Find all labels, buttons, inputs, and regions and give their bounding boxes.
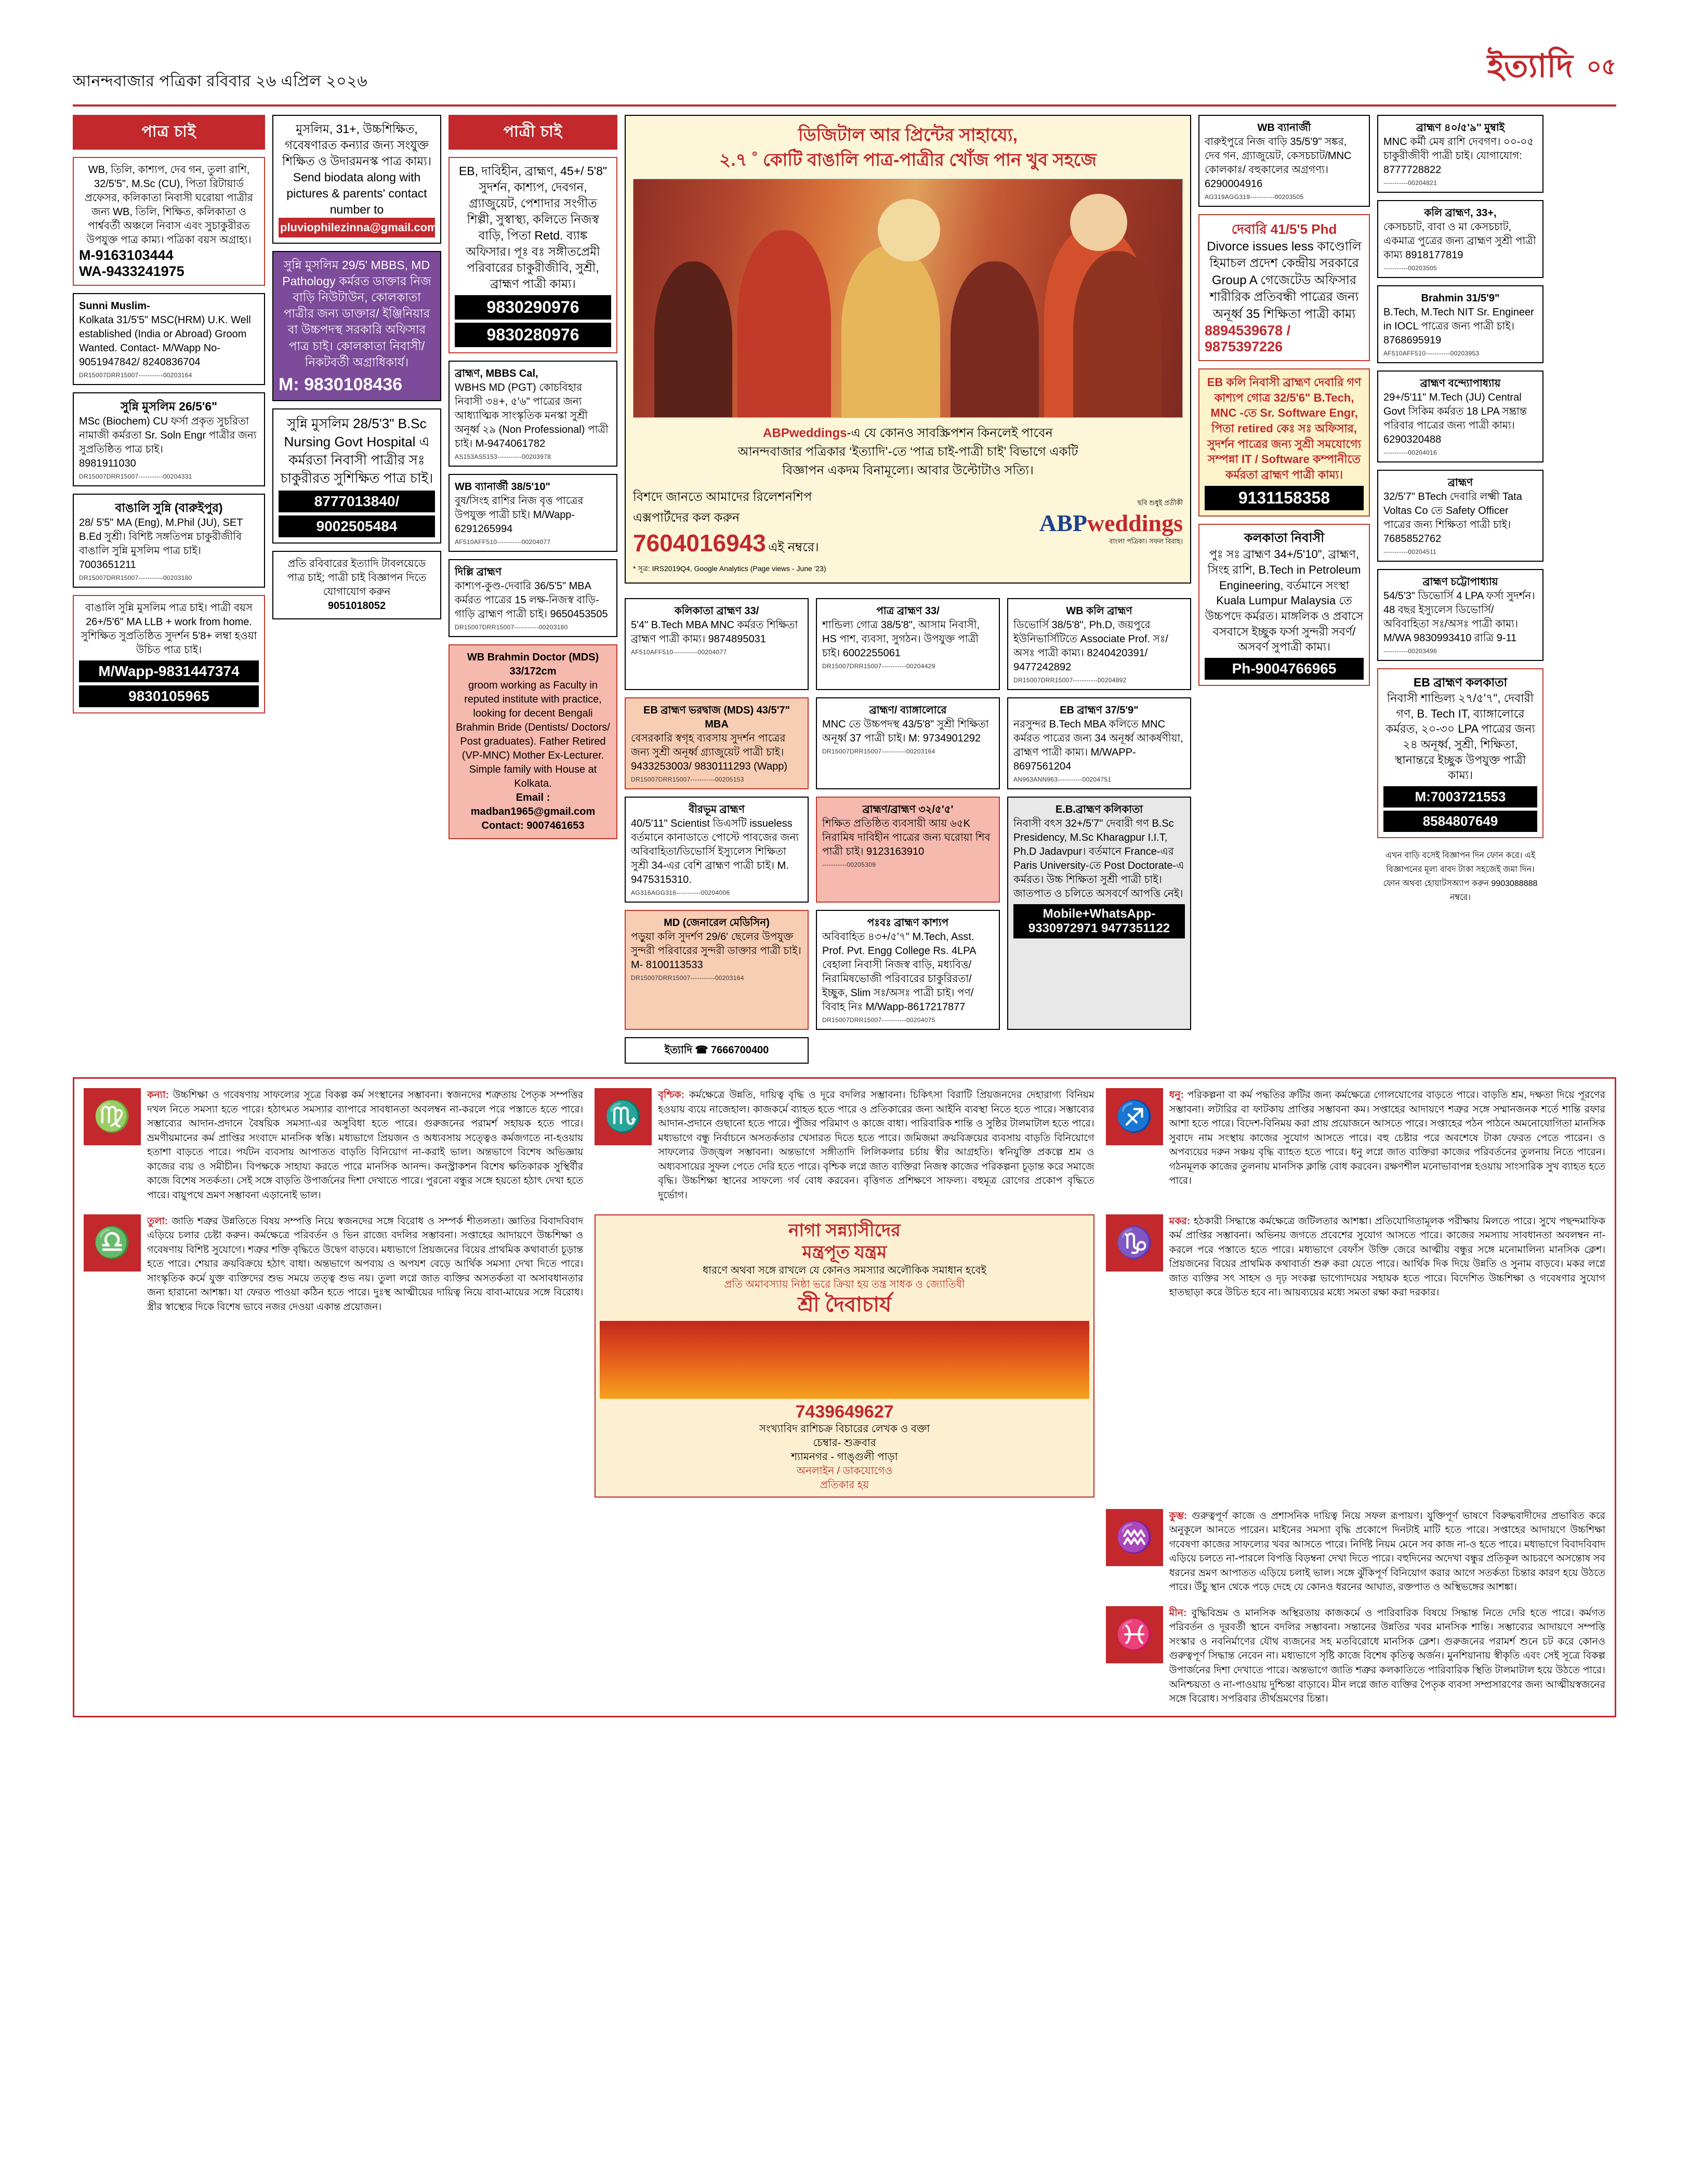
- classified-ad: [625, 910, 809, 1030]
- ad-reference-code: DR15007DRR15007-----------00203180: [79, 574, 192, 582]
- ad-reference-code: DR15007DRR15007-----------00203164: [631, 974, 744, 982]
- abp-body-line3: বিজ্ঞাপন একদম বিনামূল্যে। আবার উল্টোটাও সত্যি।: [782, 464, 1034, 478]
- astro-line5: প্রতিকার হয়: [820, 1479, 869, 1491]
- classified-ad: [272, 408, 441, 544]
- horoscope-sign-label: ধনু:: [1169, 1090, 1184, 1101]
- abp-cta-line1: বিশদে জানতে আমাদের রিলেশনশিপ: [633, 490, 812, 505]
- ad-phone: Contact: 9007461653: [481, 820, 585, 832]
- abp-body-line2: আনন্দবাজার পত্রিকার ‘ইত্যাদি’-তে ‘পাত্র চাই-পাত্রী চাই’ বিভাগে একটি: [737, 445, 1078, 459]
- ad-text: 54/5'3" ডিভোর্সি 4 LPA ফর্সা সুদর্শন। 48 বছর ইস্যুলেস ডিভোর্সি/ অবিবাহিতা সঃ/অসঃ পাত্রী কাম্য। M/WA 9830993410 রাত্রি 9-11: [1383, 590, 1535, 644]
- ad-phone-alt: 9830105965: [79, 685, 259, 707]
- classified-ad: [1377, 569, 1543, 661]
- ad-text: কাশ্যপ-কুণ্ড-দেবারি 36/5'5" MBA কর্মরত পাত্রের 15 লক্ষ-নিজস্ব বাড়ি-গাড়ি ব্রাহ্মণ পাত্রী চাই। 9650453505: [455, 580, 608, 620]
- masthead: [31, 0, 1658, 104]
- ad-phone: Mobile+WhatsApp-9330972971 9477351122: [1013, 904, 1185, 938]
- horoscope-body: [658, 1088, 1094, 1202]
- classified-ad: [1198, 115, 1370, 207]
- column-3: [448, 115, 617, 839]
- classified-ad: [1198, 524, 1370, 686]
- horoscope-dhanu: [1106, 1088, 1605, 1202]
- sub-ads-grid: [625, 598, 1191, 1064]
- classified-ad: [73, 157, 265, 286]
- ad-phone: M:7003721553: [1383, 786, 1537, 808]
- abp-logo-sub: weddings: [1087, 510, 1183, 537]
- astro-line4: অনলাইন / ডাকযোগেও: [796, 1465, 893, 1477]
- ad-title: ব্রাহ্মণ ৪০/৫'৯'' মুম্বাই: [1416, 122, 1505, 134]
- classified-ad: [448, 474, 617, 552]
- horoscope-sign-label: মকর:: [1169, 1215, 1191, 1227]
- classified-ad: [448, 559, 617, 637]
- ad-text: বুষ/সিংহ রাশির নিজ বৃত্ত পাত্রের উপযুক্ত পাত্রী চাই। M/Wapp- 6291265994: [455, 495, 584, 535]
- horoscope-body: [1169, 1606, 1605, 1706]
- ad-text: নিবাসী বৎস 32+/5'7" দেবারী গণ B.Sc Presidency, M.Sc Kharagpur I.I.T, Ph.D Jadavpur। বর্তমানে France-এর Paris University-তে Post Doctorate-এ কর্মরত। উচ্চ শিক্ষিতা সুশ্রী পাত্রী চাই। জাতপাত ও চলিতে অসবর্ণে আপত্তি নেই।: [1013, 818, 1184, 900]
- ad-text: শান্ডিল্য গোত্র 38/5'8", আসাম নিবাসী, HS পাশ, ব্যবসা, সুগঠন। উপযুক্ত পাত্রী চাই। 6002255061: [822, 619, 980, 659]
- horoscope-text: বুদ্ধিবিভ্রম ও মানসিক অস্থিরতায় কাজকর্মে ও পারিবারিক বিষয়ে সিদ্ধান্ত নিতে দেরি হতে পারে। কর্মগত পরিবর্তন ও দূরবর্তী স্থানে বদলির সম্ভাবনা। সন্তানের উন্নতির খবর মানসিক শান্তি। সম্ভাব্যের আদায়ণে সম্পত্তি সংস্কার ও নবনির্মাণের যৌথ ব্যজনের সহ মতবিরোধে মানসিক ক্লেশ। গুরুজনের পরামর্শ শুনে চট করে কোনও গুরুত্বপূর্ণ সিদ্ধান্ত নেবেন না। মধ্যভাগে সৃষ্টি কাজে বিশেষ কৃতিত্ব অর্জন। মুনশিয়ানায় স্বীকৃতি এবং সেই সূত্রে বিকল্প উপার্জনের দিশা দেখাতে পারে। অন্তভাগে জাতি শত্রুর কলকাতিতে পারিবারিক স্থিতি টালমাটাল হয়ে উঠতে পারে। অনিশ্চয়তা ও না-পাওয়ায় দুশ্চিন্তা বাড়াবে। মীন লগ্নে জাত ব্যক্তির পৈতৃক ব্যবসা সম্প্রসারণের জন্য আত্মীয়স্বজনের সঙ্গে বিরোধ। সপরিবার তীর্থভ্রমণের চিন্তা।: [1169, 1607, 1605, 1705]
- ad-phone-alt: WA-9433241975: [79, 263, 184, 279]
- classified-ad: [1007, 598, 1191, 690]
- ad-title: WB ব্যানার্জী: [1257, 122, 1311, 134]
- ad-title: বীরভূম ব্রাহ্মণ: [689, 804, 745, 816]
- classified-ad: [1377, 115, 1543, 193]
- horoscope-text: জাতি শত্রুর উন্নতিতে বিষয় সম্পত্তি নিয়ে স্বজনদের সঙ্গে বিরোধ ও সম্পর্ক শীতলতা। জ্ঞাতির বিবাদবিবাদ এড়িয়ে চলার চেষ্টা করুন। কর্মক্ষেত্রে পরিবর্তন ও ভিন রাজ্যে বদলির সম্ভাবনা। সপ্তাহের আদায়ণে উচ্চশিক্ষা ও গবেষণায় বিশিষ্ট সুযোগে। শত্রুর শক্তি বৃদ্ধিতে উদ্বেগ বাড়বে। মধ্যভাগে প্রিয়জনের বিয়ের প্রাথমিক কথাবার্তা চূড়ান্ত হতে পারে। শেয়ার ক্রয়বিক্রয়ে হঠাৎ বাধা। অন্তভাগে অপব্যয় ও অপযশ বেড়ে আর্থিক সমস্যা দেখা দিতে পারে। সাংস্কৃতিক কর্মে যুক্ত ব্যক্তিদের শুভ সময়ে তত্ত্ব শুভ নয়। তুলা লগ্নে জাত ব্যক্তির অসতর্কতা বা অসাবধানতার জন্য হারানো আশঙ্কা। যা ফেরত পাওয়া কঠিন হতে পারে। দুঃস্থ আত্মীয়ের দায়িত্ব নিয়ে বাবা-মায়ের সঙ্গে বিরোধ। স্ত্রীর স্বাস্থ্যের দিকে বিশেষ ভাবে নজর দেওয়া একান্ত প্রয়োজন।: [147, 1215, 584, 1313]
- scorpio-icon: ♏: [595, 1088, 652, 1145]
- ad-reference-code: DR15007DRR15007-----------00203164: [822, 748, 935, 756]
- horoscope-body: [1169, 1214, 1605, 1498]
- ad-text: MSc (Biochem) CU ফর্সা প্রকৃত সুচরিতা নামাজী কর্মরতা Sr. Soln Engr পাত্রীর জন্য সুপ্রতিষ্ঠিত পাত্র চাই।: [79, 416, 257, 456]
- ad-text: 32/5'7" BTech দেবারি লক্ষ্মী Tata Voltas Co তে Safety Officer পাত্রের জন্য শিক্ষিতা পাত্রী চাই। 7685852762: [1383, 491, 1522, 545]
- ad-reference-code: DR15007DRR15007-----------00204075: [822, 1016, 935, 1024]
- horoscope-sign-label: বৃশ্চিক:: [658, 1090, 685, 1101]
- column-5: [1198, 115, 1370, 686]
- ad-title: WB Brahmin Doctor (MDS) 33/172cm: [467, 652, 599, 678]
- classified-ad: [625, 598, 809, 690]
- ad-title: বাঙালি সুন্নি (বারুইপুর): [115, 501, 223, 515]
- ad-reference-code: DR15007DRR15007-----------00204331: [79, 473, 192, 481]
- horoscope-makar: [1106, 1214, 1605, 1498]
- ad-title: কলিকাতা ব্রাহ্মণ 33/: [674, 605, 759, 617]
- astrologer-advertisement[interactable]: [595, 1214, 1094, 1498]
- sagittarius-icon: ♐: [1106, 1088, 1163, 1145]
- abp-body-line1: -এ যে কোনও সাবস্ক্রিপশন কিনলেই পাবেন: [847, 426, 1053, 441]
- classified-ad: [1007, 697, 1191, 789]
- ad-text: groom working as Faculty in reputed institute with practice, looking for decent Bengali Brahmin Bride (Dentists/ Doctors/ Post graduates). Father Retired (VP-MNC) Mother Ex-Lecturer. Simple family with House at Kolkata.: [456, 680, 610, 790]
- ad-reference-code: AF510AFF510-----------00204077: [631, 648, 727, 656]
- astro-line1: সংখ্যাবিদ রাশিচক্র বিচারের লেখক ও বক্তা: [759, 1423, 930, 1435]
- classified-ad: [272, 251, 441, 401]
- ad-reference-code: -----------00203505: [1383, 264, 1437, 272]
- ad-text: পড়ুয়া কলি সুদর্শণ 29/6' ছেলের উপযুক্ত সুন্দরী পরিবারের সুন্দরী ডাক্তার পাত্রী চাই। M- 8100113533: [631, 931, 801, 971]
- classified-ad: [73, 494, 265, 588]
- horoscope-sign-label: তুলা:: [147, 1215, 168, 1227]
- horoscope-kumbha: [1106, 1509, 1605, 1595]
- abp-cta-line2: এক্সপার্টদের কল করুন: [633, 511, 740, 525]
- ad-text: বেসরকারি স্বগৃহ ব্যবসায় সুদর্শন পাত্রের জন্য সুশ্রী অনূর্ধ্ব গ্র্যাজুয়েট পাত্রী চাই। 9433253003/ 9830111293 (Wapp): [631, 733, 787, 773]
- ad-title: ব্রাহ্মণ বন্দ্যোপাধ্যায়: [1420, 378, 1501, 389]
- horoscope-body: [1169, 1509, 1605, 1595]
- ad-reference-code: AG319AGG319-----------00203505: [1205, 193, 1304, 201]
- ad-title: EB ব্রাহ্মণ 37/5'9": [1060, 705, 1139, 717]
- ad-phone: M: 9830108436: [279, 374, 403, 394]
- ad-reference-code: -----------00205309: [822, 861, 876, 869]
- astro-sub2: প্রতি অমাবস্যায় নিষ্ঠা ভরে ক্রিয়া হয় তন্ত্র সাধক ও জ্যোতিষী: [724, 1278, 965, 1290]
- ad-text: নিবাসী শান্ডিল্য ২৭/৫'৭", দেবারী গণ, B. Tech IT, ব্যাঙ্গালোরে কর্মরত, ২০-৩০ LPA পাত্রের জন্য ২৪ অনূর্ধ্ব, সুশ্রী, শিক্ষিতা, স্থানান্তরে ইচ্ছুক উপযুক্ত পাত্রী কাম্য।: [1385, 692, 1535, 782]
- ad-reference-code: DR15007DRR15007-----------00203164: [79, 372, 192, 379]
- classified-ad: [1377, 668, 1543, 838]
- ad-reference-code: AF510AFF510-----------00203953: [1383, 350, 1480, 357]
- horoscope-tula: [84, 1214, 583, 1498]
- astro-line3: শ্যামনগর - গাঙ্গুলী পাড়া: [791, 1451, 898, 1463]
- horoscope-meen: [1106, 1606, 1605, 1706]
- ad-phone: M-9163103444: [79, 247, 174, 263]
- ad-reference-code: DR15007DRR15007-----------00203180: [455, 624, 568, 631]
- classified-ad-promo: [272, 551, 441, 619]
- ad-text: সুন্নি মুসলিম 28/5'3" B.Sc Nursing Govt Hospital এ কর্মরতা নিবাসী পাত্রীর সঃ চাকুরীরত সুশিক্ষিত পাত্র চাই।: [280, 415, 433, 486]
- ad-reference-code: AN963ANN963-----------00204751: [1013, 776, 1112, 784]
- ad-text: অবিবাহিত ৪৩+/৫'৭" M.Tech, Asst. Prof. Pvt. Engg College Rs. 4LPA বেহালা নিবাসী নিজস্ব বাড়ি, মধ্যবিত্ত/ নিরামিষভোজী পরিবারের চাকুরিরতা/ ইচ্ছুক, Slim সঃ/অসঃ পাত্রী চাই। পণ/ বিবাহ নিঃ M/Wapp-8617217877: [822, 931, 976, 1013]
- horoscope-kanya: [84, 1088, 583, 1202]
- temple-illustration: [600, 1321, 1089, 1399]
- horoscope-text: হঠকারী সিদ্ধান্তে কর্মক্ষেত্রে জটিলতার আশঙ্কা। প্রতিযোগিতামূলক পরীক্ষায় মিলতে পারে। সুখে পছন্দমাফিক কর্ম প্রাপ্তির সম্ভাবনা। অভিনয় জগতে প্রবেশের সুযোগ আসতে পারে। কাজের সমস্যায় সাবধানতা অবলম্বন না-করলে পরে পস্তাতে হতে পারে। মধ্যভাগে বেফাঁস উক্তি জেরে আত্মীয় বন্ধুর সঙ্গে মনোমালিন্য মানসিক ক্লেশ। প্রিয়জনের বিয়ের প্রাথমিক কথাবার্তা শুরু করা যেতে পারে। আর্থিক দিক দিয়ে উন্নতি ও সুনাম বাড়বে। মকর লগ্নে জাত ব্যক্তির সৎ সাহস ও দৃঢ় সংকল্প ভাগ্যোদয়ের সহায়ক হতে পারে। বিদেশিত উচ্চশিক্ষা ও গবেষণার সুযোগ হাতছাড়া করে উচিত হবে না। আয়ব্যয়ের মধ্যে সমতা রক্ষা করা দরকার।: [1169, 1215, 1605, 1299]
- ad-title: সুন্নি মুসলিম 26/5'6": [120, 400, 218, 413]
- ad-reference-code: AS153AS5153-----------00203978: [455, 453, 551, 461]
- classified-ad: [1198, 368, 1370, 517]
- ad-text: 40/5'11" Scientist ডিএসটি issueless বর্তমানে কানাডাতে পোস্টে পাবজের জন্য অবিবাহিতা/ডিভোর্সি ইস্যুলেস শিক্ষিতা সুশ্রী 34-এর বেশি ব্রাহ্মণ পাত্রী চাই। M. 9475315310.: [631, 818, 799, 886]
- ad-title: WB ব্যানার্জী 38/5'10": [455, 481, 550, 493]
- classified-ad: [816, 598, 1000, 690]
- classified-ad: [1377, 470, 1543, 562]
- ad-title: EB কলি নিবাসী ব্রাহ্মণ দেবারি গণ কাশ্যপ গোত্র 32/5'6" B.Tech, MNC -তে Sr. Software Engr, পিতা retired কেঃ সঃ অফিসার, সুদর্শন পাত্রের জন্য সুশ্রী সমযোগ্যে সম্পন্না IT / Software কম্পানীতে কর্মরতা ব্রাহ্মণ পাত্রী কাম্য।: [1207, 376, 1362, 482]
- capricorn-icon: ♑: [1106, 1214, 1163, 1272]
- abp-title-line2: ২.৭ ˚ কোটি বাঙালি পাত্র-পাত্রীর খোঁজ পান খুব সহজে: [719, 150, 1097, 170]
- ad-reference-code: -----------00204511: [1383, 548, 1437, 555]
- abp-source-note: * সূত্র: IRS2019Q4, Google Analytics (Page views - June '23): [633, 564, 826, 573]
- horoscope-sign-label: মীন:: [1169, 1607, 1187, 1619]
- ad-phone: 9131158358: [1205, 486, 1364, 510]
- page-number: ০৫: [1586, 54, 1616, 80]
- abp-brand-inline: ABPweddings: [763, 426, 847, 441]
- classifieds-grid: [31, 107, 1658, 1064]
- classified-ad: [1198, 214, 1370, 361]
- ad-reference-code: DR15007DRR15007-----------00204429: [822, 663, 935, 670]
- ad-text: MNC কর্মী মেষ রাশি দেবগণ। ০০-০৫ চাকুরীজীবী পাত্রী চাই। যোগাযোগ: 8777728822: [1383, 136, 1534, 176]
- ad-reference-code: AF510AFF510-----------00204077: [455, 538, 551, 546]
- ad-text: B.Tech, M.Tech NIT Sr. Engineer in IOCL পাত্রের জন্য পাত্রী চাই। 8768695919: [1383, 307, 1534, 346]
- virgo-icon: ♍: [84, 1088, 141, 1145]
- abp-weddings-advertisement[interactable]: [625, 115, 1191, 584]
- ad-reference-code: DR15007DRR15007-----------00204892: [1013, 677, 1127, 684]
- ad-title: ব্রাহ্মণ/ ব্যাঙ্গালোরে: [869, 705, 947, 717]
- pisces-icon: ♓: [1106, 1606, 1163, 1663]
- classified-ad: [448, 361, 617, 467]
- section-header-groom-wanted: পাত্র চাই: [73, 115, 265, 150]
- ad-phone: 8894539678 /: [1205, 323, 1291, 339]
- horoscope-text: গুরুত্বপূর্ণ কাজে ও প্রশাসনিক দায়িত্ব নিয়ে সফল রূপায়ণ। যুক্তিপূর্ণ ভাষণে বিরুদ্ধবাদীদের প্রভাবিত করে অনুকূলে আনতে পারেন। মাইনের সমস্যা বৃদ্ধি প্রকোপে দিনটাই মাটি হতে পারে। সপ্তাহের আদায়ণে উচ্চশিক্ষা গবেষণা কাজের সাফল্যের খবর আসতে পারে। নির্দিষ্ট নিয়ম মেনে সব কাজ না-ও হতে পারে। মধ্যভাগে বিবাদবিবাদ এড়িয়ে চলতে না-পারলে বিপত্তি বিড়ম্বনা দেখা দিতে পারে। বহুদিনের অদেখা বন্ধুর প্রতিকূল আচরণে অসন্তোষ সব ধরনের ভ্রমণ আপাতত এড়িয়ে চলাই ভাল। সঙ্গে ঝুঁকিপূর্ণ বিনিয়োগ করার আগে সতর্কতা চিন্তার কারণ হয়ে উঠতে পারে। উঁচু স্থান থেকে পড়ে দেহে যে কোনও ধরনের আঘাত, রক্তপাত ও অস্থিভঙ্গের আশঙ্কা।: [1169, 1510, 1605, 1593]
- ad-title: ব্রাহ্মণ চট্টোপাধ্যায়: [1422, 576, 1498, 588]
- ad-phone: 8981911030: [79, 458, 136, 470]
- ad-title: দেবারি 41/5'5 Phd: [1231, 221, 1337, 237]
- ad-text: নরসুন্দর B.Tech MBA কলিতে MNC কর্মরত পাত্রের জন্য 34 অনূর্ধ্ব আকর্ষণীয়া, ব্রাহ্মণ পাত্রী কাম্য। M/WAPP-8697561204: [1013, 719, 1183, 773]
- ad-title: EB ব্রাহ্মণ ভরদ্বাজ (MDS) 43/5'7" MBA: [643, 705, 790, 731]
- masthead-logo: ইত্যাদি: [1487, 49, 1573, 84]
- abp-cta-after: এই নম্বরে।: [768, 540, 819, 555]
- booking-footer-note: এখন বাড়ি বসেই বিজ্ঞাপন দিন ফোন করে। এই বিজ্ঞাপনের মূল্য বাবদ টাকা সহজেই জমা দিন। ফোন অথবা হোয়াটসঅ্যাপ করুন 9903088888 নম্বরে।: [1383, 851, 1538, 903]
- horoscope-brischik: [595, 1088, 1094, 1202]
- abp-title-line1: ডিজিটাল আর প্রিন্টের সাহায্যে,: [798, 125, 1018, 145]
- classified-ad: [73, 595, 265, 713]
- astro-title-line2: মন্ত্রপূত যন্ত্রম: [802, 1242, 887, 1263]
- ad-text: Kolkata 31/5'5" MSC(HRM) U.K. Well established (India or Abroad) Groom Wanted. Contact- M/Wapp No- 9051947842/ 8240836704: [79, 314, 251, 368]
- ad-text: পুঃ সঃ ব্রাহ্মণ 34+/5'10", ব্রাহ্মণ, সিংহ রাশি, B.Tech in Petroleum Engineering, বর্তমানে সংস্থা Kuala Lumpur Malaysia তে উচ্চপদে কর্মরত। মাঙ্গলিক ও প্রবাসে বসবাসে ইচ্ছুক ফর্সা সুন্দরী সবর্ণ/ অসবর্ণ সুপাত্রী কাম্য।: [1205, 548, 1364, 654]
- ad-phone: Ph-9004766965: [1205, 658, 1364, 680]
- ad-title: পঃবঃ ব্রাহ্মণ কাশ্যপ: [867, 917, 949, 929]
- abp-logo-tag1: ছবি শুধুই প্রতীকী: [1137, 499, 1183, 507]
- ad-phone: 9830290976: [455, 295, 611, 320]
- horoscope-body: [147, 1214, 583, 1498]
- ad-text: বারুইপুরে নিজ বাড়ি 35/5'9" সঙ্কর, দেব গন, গ্র্যাজুয়েট, কেসচচাট/MNC কোলকাঃ/ বহুকালের অগ্রগণ্য। 6290004916: [1205, 136, 1352, 190]
- ad-reference-code: -----------00203496: [1383, 647, 1437, 655]
- ad-text: EB, দাবিহীন, ব্রাহ্মণ, 45+/ 5'8" সুদর্শন, কাশ্যপ, দেবগন, গ্র্যাজুয়েট, পেশাদার সংগীত শিল্পী, সুস্বাস্থ্য, কলিতে নিজস্ব বাড়ি, পিতা Retd. ব্যাঙ্ক অফিসার। পূঃ বঃ সঙ্গীতপ্রেমী পরিবারের চাকুরীজীবি, সুশ্রী, ব্রাহ্মণ পাত্রী কাম্য।: [458, 164, 608, 291]
- ad-text: সুন্নি মুসলিম 29/5' MBBS, MD Pathology কর্মরত ডাক্তার নিজ বাড়ি নিউটাউন, কোলকাতা পাত্রীর জন্য ডাক্তার/ ইঞ্জিনিয়ার বা উচ্চপদস্থ সরকারি অফিসার পাত্র চাই। কোলকাতা নিবাসী/ নিকটবর্তী অগ্রাধিকার্য।: [282, 258, 431, 369]
- ad-phone-alt: 8584807649: [1383, 811, 1537, 832]
- itadi-phone: ইত্যাদি ☎ 7666700400: [664, 1044, 769, 1056]
- aquarius-icon: ♒: [1106, 1509, 1163, 1566]
- column-4: [625, 115, 1191, 1064]
- ad-title: কলকাতা নিবাসী: [1244, 531, 1325, 545]
- column-2: [272, 115, 441, 619]
- horoscope-text: উচ্চশিক্ষা ও গবেষণায় সাফল্যের সূত্রে বিকল্প কর্ম সংস্থানের সম্ভাবনা। স্বজনদের শত্রুতায় পৈতৃক সম্পত্তির দখল নিতে সমস্যা হতে পারে। হঠাৎমত সমস্যার ব্যাপারে সাবধানতা অবলম্বন না-করলে পরে পস্তাতে হতে পারে। সম্ভাব্যের আদান-প্রদানে বৈষয়িক সমস্যা-এর অসুবিধা হতে পারে। গুরুজনের পরামর্শ সহায়ক হতে পারে। ভ্রমণীয়মানের কর্ম প্রাপ্তির সংবাদে মানসিক স্বস্তি। মধ্যভাগে প্রিয়জন ও অধ্যবসায় সত্ত্বেও কর্মজগতে না-হওয়ায় হতাশা বাড়তে পারে। পর্যটন ব্যবসায় আপাতত বাড়তি বিনিয়োগ না-করাই ভাল। অন্তভাগে বিশেষ অভিজ্ঞায় কাজের ব্যয় ও সমীচীন। বিপক্ষকে সাহায্য করতে পারে মানসিক আনন্দ। কনস্ট্রাকশন বিশেষ ক্ষতিকারক সুস্থির্বীর কাজে বিশেষ সতর্কতা। সেই সঙ্গে বাড়তি উপার্জনের দিশা দেখাতে পারে। পুরনো বন্ধুর সঙ্গে হয়তো হঠাৎ দেখা হতে পারে। বায়ুপথে ভ্রমণ সম্ভাবনা এড়ানোই ভাল।: [147, 1090, 584, 1201]
- ad-text: ডিভোর্সি 38/5'8", Ph.D, জয়পুরে ইউনিভার্সিটিতে Associate Prof. সঃ/অসঃ পাত্রী কাম্য। 8240420391/ 9477242892: [1013, 619, 1168, 673]
- ad-phone-alt: 9830280976: [455, 323, 611, 347]
- classified-ad: [448, 157, 617, 353]
- ad-text: WBHS MD (PGT) কোচবিহার নিবাসী ৩৪+, ৫'৬" পাত্রের জন্য আধ্যাত্মিক সাংস্কৃতিক মনস্কা সুশ্রী অনূর্ধ্ব ২৯ (Non Professional) পাত্রী চাই। M-9474061782: [455, 382, 609, 450]
- classified-ad: [1377, 370, 1543, 462]
- classified-ad: [1007, 797, 1191, 1030]
- astro-sub1: ধারণে অথবা সঙ্গে রাখলে যে কোনও সমস্যার অলৌকিক সমাধান হবেই: [703, 1264, 986, 1276]
- ad-title: Brahmin 31/5'9": [1421, 293, 1500, 304]
- ad-text: 29+/5'11" M.Tech (JU) Central Govt সিকিম কর্মরত 18 LPA সম্ভ্রান্ত পরিবার পাত্রের জন্য পাত্রী কাম্য। 6290320488: [1383, 392, 1527, 445]
- abp-logo-tagline: বাংলা পত্রিকা। সফল বিবাহ।: [1109, 537, 1183, 546]
- astro-line2: চেম্বার- শুক্রবার: [813, 1437, 876, 1449]
- ad-phone: 9051018052: [327, 600, 386, 612]
- ad-phone: 7003651211: [79, 559, 136, 571]
- classified-ad: [1377, 285, 1543, 363]
- ad-phone-alt: 9002505484: [279, 515, 435, 537]
- abp-body: [633, 424, 1183, 480]
- classified-ad: [816, 697, 1000, 789]
- ad-reference-code: DR15007DRR15007-----------00205153: [631, 776, 744, 784]
- wedding-photo: [633, 179, 1183, 418]
- astro-title-line1: নাগা সন্ন্যাসীদের: [788, 1220, 901, 1240]
- classified-ad: [816, 910, 1000, 1030]
- classified-ad: [73, 392, 265, 486]
- ad-title: ব্রাহ্মণ, MBBS Cal,: [455, 368, 538, 380]
- ad-title: ব্রাহ্মণ/ব্রাহ্মণ ৩২/৫'৫': [862, 804, 954, 816]
- ad-reference-code: AG316AGG316-----------00204006: [631, 889, 730, 897]
- classified-ad: [73, 293, 265, 385]
- ad-text: বাঙালি সুন্নি মুসলিম পাত্র চাই। পাত্রী বয়স 26+/5'6" MA LLB + work from home. সুশিক্ষিত সুপ্রতিষ্ঠিত সুদর্শন 5'8+ লম্বা হওয়া উচিত পাত্র চাই।: [81, 602, 257, 656]
- ad-phone: M/Wapp-9831447374: [79, 660, 259, 682]
- ad-text: Divorce issues less কাণ্ডোলি হিমাচল প্রদেশ কেন্দ্রীয় সরকারে Group A গেজেটেড অফিসার শারীরিক প্রতিবন্ধী পাত্রের জন্য অনূর্ধ্ব 35 শিক্ষিতা পাত্রী কাম্য: [1207, 240, 1362, 321]
- section-header-bride-wanted: পাত্রী চাই: [448, 115, 617, 150]
- ad-title: E.B.ব্রাহ্মণ কলিকাতা: [1055, 804, 1143, 816]
- ad-text: MNC তে উচ্চপদস্থ 43/5'8" সুশ্রী শিক্ষিতা অনূর্ধ্ব 37 পাত্রী চাই। M: 9734901292: [822, 719, 989, 745]
- astro-phone[interactable]: 7439649627: [795, 1401, 894, 1422]
- ad-title: WB কলি ব্রাহ্মণ: [1066, 605, 1132, 617]
- horoscope-section: [73, 1077, 1616, 1717]
- classified-ad: [1377, 200, 1543, 278]
- horoscope-body: [147, 1088, 583, 1202]
- masthead-date: আনন্দবাজার পত্রিকা রবিবার ২৬ এপ্রিল ২০২৬: [73, 73, 368, 90]
- ad-title: EB ব্রাহ্মণ কলকাতা: [1413, 676, 1508, 689]
- abp-logo-main: ABP: [1039, 510, 1087, 537]
- ad-reference-code: -----------00204821: [1383, 179, 1437, 187]
- ad-title: দিল্লি ব্রাহ্মণ: [455, 566, 502, 578]
- column-6: [1377, 115, 1543, 908]
- horoscope-text: কর্মক্ষেত্রে উন্নতি, দায়িত্ব বৃদ্ধি ও দূরে বদলির সম্ভাবনা। চিকিৎসা বিরাটি প্রিয়জনদের দেহারাগ্য বিনিয়ম হওয়ায় ব্যয়ে নাজেহাল। কাজকর্মে ব্যাহত হতে পারে ও প্রতিকারের জন্য আইনি ব্যবস্থা নিতে হতে পারে। সম্ভাব্যের আদান-প্রদানে গুছানো হতে পারে। পুঁজির পরিমাণ ও কাজে বাধা। পারিবারিক শান্তি ও সুষ্ঠির টালমাটাল হতে পারে। মধ্যভাগে বন্ধু নির্বাচনে অসতর্কতার খেসারত দিতে হতে পারে। জমিজমা ক্রয়বিক্রয়ের ব্যবসায় বাড়তি বিনিয়োগে সাফল্যের উজ্জ্বল সম্ভাবনা। অন্তভাগে সঙ্গীতাদি লিলিকলার চর্চায় স্বীর আগ্রহতি। স্বনিযুক্তি প্রকল্পে শ্রম ও অধ্যবসায়ের সুফল পেতে দেরি হতে পারে। বৃশ্চিক লগ্নে জাত ব্যক্তিরা নিজস্ব কাজের পরিকল্পনা চূড়ান্ত করে সমাজে বৃদ্ধি। উচ্চশিক্ষা স্থানের সাফল্যে গর্ব বোধ করবেন। বৃত্তিগত প্রশিক্ষণে সাফল্য। বহুমূত্র রোগের প্রকোপ বৃদ্ধিতে দুর্ভোগ।: [658, 1090, 1094, 1201]
- classified-ad: [272, 115, 441, 244]
- ad-text: 28/ 5'5" MA (Eng), M.Phil (JU), SET B.Ed সুশ্রী। বিশিষ্ট সঙ্গতিপন্ন চাকুরীজীবি বাঙালি সুন্নি মুসলিম পাত্র চাই।: [79, 517, 243, 557]
- ad-text: মুসলিম, 31+, উচ্চশিক্ষিত, গবেষণারত কন্যার জন্য সংযুক্ত শিক্ষিত ও উদারমনস্ক পাত্র কাম্য। Send biodata along with pictures & parents' contact number to: [282, 122, 432, 217]
- horoscope-sign-label: কুম্ভ:: [1169, 1510, 1187, 1521]
- horoscope-body: [1169, 1088, 1605, 1202]
- libra-icon: ♎: [84, 1214, 141, 1272]
- ad-text: WB, তিলি, কাশ্যপ, দেব গন, তুলা রাশি, 32/5'5", M.Sc (CU), পিতা রিটায়ার্ড প্রফেসর, কলিকাতা নিবাসী ঘরোয়া পাত্রীর জন্য WB, তিলি, শিক্ষিত, কলিকাতা ও পার্শ্ববর্তী অঞ্চলে নিবাস এবং সুচাকুরীরত উপযুক্ত পাত্র কাম্য। পত্রিকা বয়স অগ্রাহ্য।: [85, 164, 253, 246]
- ad-text: শিক্ষিত প্রতিষ্ঠিত ব্যবসায়ী আয় ৬৫K নিরামিষ দাবিহীন পাত্রের জন্য ঘরোয়া শিব পাত্রী চাই। 9123163910: [822, 818, 991, 858]
- ad-title: Sunni Muslim-: [79, 300, 150, 312]
- ad-email[interactable]: pluviophilezinna@gmail.com: [279, 218, 435, 237]
- horoscope-sign-label: কন্যা:: [147, 1090, 169, 1101]
- ad-text: কেসচচাট, বাবা ও মা কেসচচাট, একমাত্র পুত্রের জন্য ব্রাহ্মণ সুশ্রী পাত্রী কাম্য 8918177819: [1383, 221, 1536, 261]
- ad-title: MD (জেনারেল মেডিসিন): [664, 917, 770, 929]
- ad-phone: 8777013840/: [279, 491, 435, 512]
- column-1: [73, 115, 265, 713]
- astrologer-name: শ্রী দৈবাচার্য: [797, 1293, 891, 1316]
- ad-email[interactable]: Email : madban1965@gmail.com: [470, 792, 596, 818]
- horoscope-text: পরিকল্পনা বা কর্ম পদ্ধতির ক্রটির জন্য কর্মক্ষেত্রে গোলযোগের বাড়তে পারে। বাড়তি শ্রম, দক্ষতা দিয়ে পূরণের সম্ভাবনা। লটারির বা ফাটকায় প্রাপ্তির সম্ভাবনা কম। সপ্তাহের আদায়ণে শত্রুর সঙ্গে সম্মানজনক শর্তে শান্তি রফার আশা হতে পারে। বিদেশ-বিনিময় করা প্রায় প্রয়োজনে আসতে পারে। সপ্তাহের পঠন পাঠনে অমনোযোগিতা মানসিক সুবাদে নাম সংস্থায় কাজের সুযোগ আসতে পারে। বহু চেষ্টার পরে অবশেষে টাকা ফেরত পেতে পারেন। ও অপব্যয়ের দরুন সঞ্চয় বৃদ্ধি ব্যাহত হতে পারে। ধনু লগ্নে জাত ব্যক্তিরা কাজের পরিবর্তনের তুলনায় নিতে পারেন। গঠনমূলক কাজের তুলনায় মানসিক ক্লান্তি বোধ করবেন। রক্ষণশীল মনোভাবাপন্ন হওয়ায় সাংসারিক সুখ ব্যাহত হতে পারে।: [1169, 1090, 1605, 1187]
- horoscope-grid: [84, 1088, 1605, 1497]
- ad-text: 5'4" B.Tech MBA MNC কর্মরত শিক্ষিতা ব্রাহ্মণ পাত্রী কাম্য। 9874895031: [631, 619, 798, 645]
- itadi-contact-strip[interactable]: [625, 1037, 809, 1064]
- ad-reference-code: -----------00204016: [1383, 449, 1437, 456]
- classified-ad: [625, 697, 809, 789]
- ad-title: কলি ব্রাহ্মণ, 33+,: [1424, 207, 1497, 219]
- ad-text: প্রতি রবিবারের ইত্যাদি টাবলয়েডে পাত্র চাই; পাত্রী চাই বিজ্ঞাপন দিতে যোগাযোগ করুন: [287, 558, 427, 598]
- abp-cta-phone[interactable]: 7604016943: [633, 530, 766, 557]
- ad-title: ব্রাহ্মণ: [1447, 477, 1473, 488]
- classified-ad: [448, 644, 617, 839]
- ad-phone-alt: 9875397226: [1205, 339, 1283, 355]
- ad-title: পাত্র ব্রাহ্মণ 33/: [876, 605, 940, 617]
- classified-ad: [625, 797, 809, 903]
- classified-ad: [816, 797, 1000, 903]
